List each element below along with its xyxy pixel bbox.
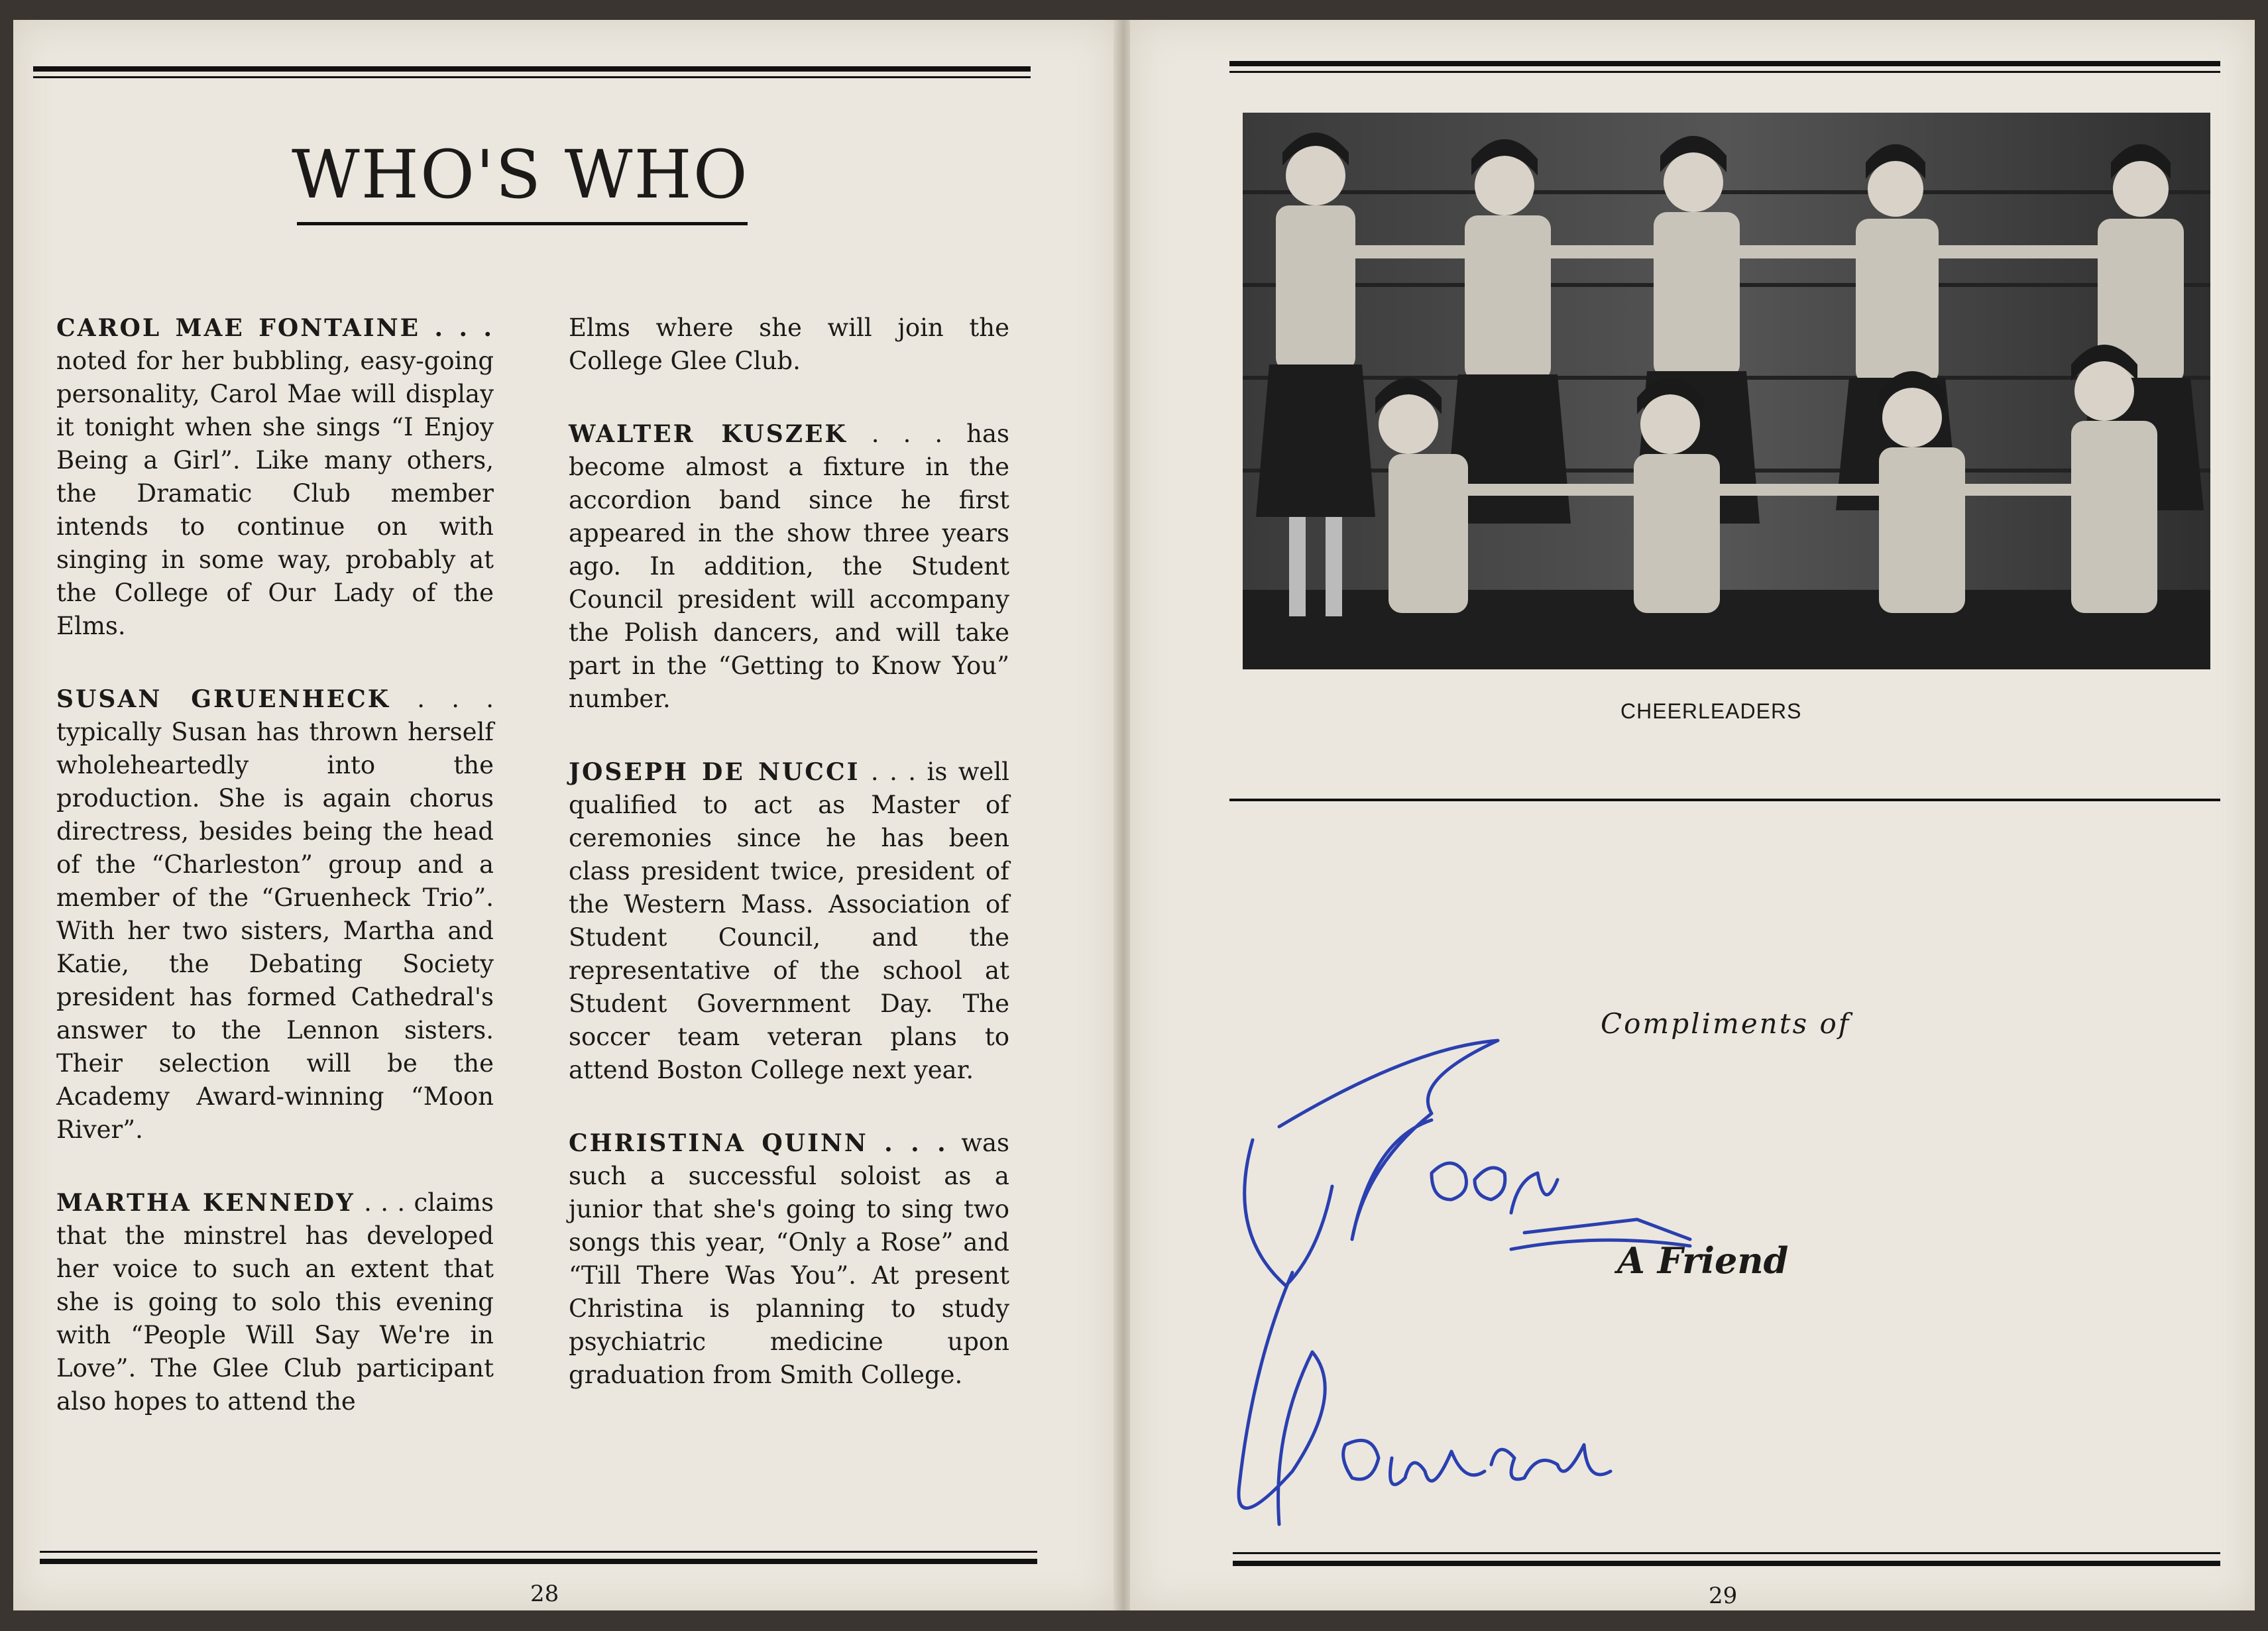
bio-name: WALTER KUSZEK [569,420,848,448]
top-rule-left [33,66,1031,72]
bio-name: MARTHA KENNEDY [56,1189,355,1217]
bio-susan-gruenheck [56,683,494,1147]
bio-text: was such a successful soloist as a junior that she's going to sing two songs this year, “Only a Rose” and “Till There Was You”. At present Christina is planning to study psychiatric medicine upon graduation from Smith College. [569,1129,1010,1389]
photo-caption: CHEERLEADERS [1620,699,1802,723]
top-rule-right-thin [1229,71,2220,73]
bio-martha-kennedy-cont [569,311,1009,378]
bio-christina-quinn [569,1127,1009,1392]
top-rule-right [1229,61,2220,66]
title-underline [297,222,748,225]
bio-walter-kuszek [569,418,1009,716]
bio-name: SUSAN GRUENHECK [56,685,391,713]
bio-name: CAROL MAE FONTAINE . . . [56,314,494,342]
bio-text: . . . is well qualified to act as Master of ceremonies since he has been class president twice, president of the Western Mass. Association of Student Council, and the representative of the school at Student Government Day. The soccer team veteran plans to attend Boston College next year. [569,758,1009,1084]
bio-carol-fontaine [56,311,494,643]
bio-text: noted for her bubbling, easy-going personality, Carol Mae will display it tonight when she sings “I Enjoy Being a Girl”. Like many others, the Dramatic Club member intends to continue on with singing in some way, probably at the College of Our Lady of the Elms. [56,347,494,640]
text-column-2 [569,311,1009,1432]
bio-text: . . . typically Susan has thrown herself wholeheartedly into the production. She is again chorus directress, besides being the head of the “Charleston” group and a member of the “Gruenheck Trio”. With her two sisters, Martha and Katie, the Debating Society president has formed Cathedral's answer to the Lennon sisters. Their selection will be the Academy Award-winning “Moon River”. [56,685,494,1144]
mid-rule-right [1229,799,2220,801]
bottom-rule-left [40,1559,1037,1564]
page-number-right: 29 [1709,1583,1738,1609]
handwritten-signature [1213,1021,1876,1591]
friend-text: A Friend [1617,1239,1789,1282]
bio-name: CHRISTINA QUINN . . . [569,1129,948,1157]
compliments-text: Compliments of [1601,1007,1851,1040]
bio-martha-kennedy [56,1186,494,1418]
photo-illustration [1243,113,2210,669]
cheerleaders-photo [1243,113,2210,669]
text-column-1 [56,311,494,1458]
bio-text: Elms where she will join the College Glee Club. [569,313,1009,375]
bottom-rule-left-thin [40,1551,1037,1553]
bio-text: . . . has become almost a fixture in the accordion band since he first appeared in the show three years ago. In addition, the Student Council president will accompany the Polish dancers, and will take part in the “Getting to Know You” number. [569,420,1009,713]
bio-name: JOSEPH DE NUCCI [569,758,860,786]
page-number-left: 28 [530,1581,559,1607]
bio-joseph-de-nucci [569,756,1009,1087]
bio-text: . . . claims that the minstrel has developed her voice to such an extent that she is going to solo this evening with “People Will Say We're in Love”. The Glee Club participant also hopes to attend the [56,1188,494,1416]
page-title: WHO'S WHO [292,136,749,213]
top-rule-left-thin [33,76,1031,78]
